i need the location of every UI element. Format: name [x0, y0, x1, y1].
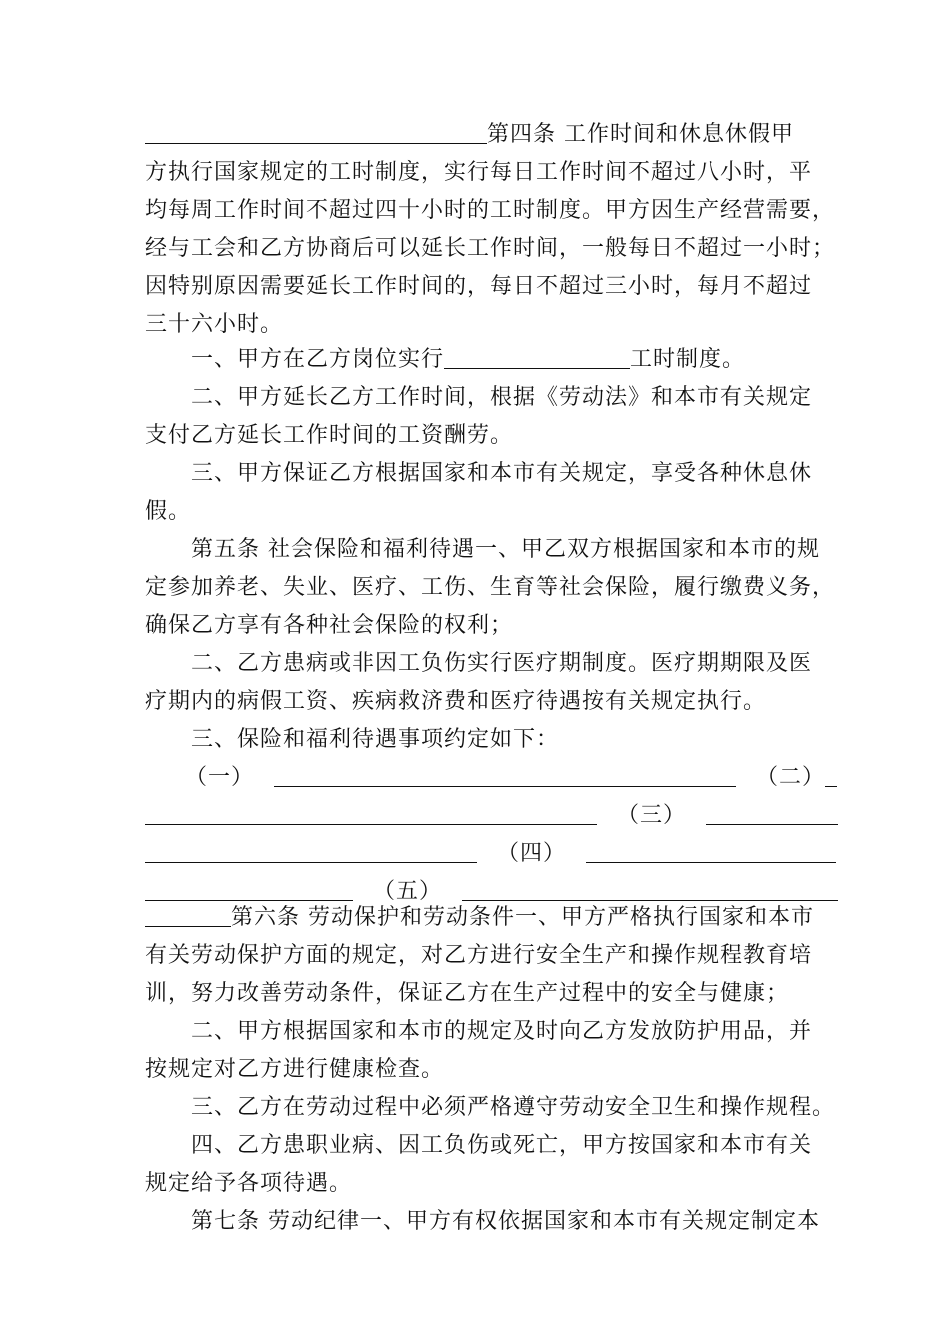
item-label-5: （五）	[373, 879, 443, 904]
article-6-item-4: 四、乙方患职业病、因工负伤或死亡，甲方按国家和本市有关 规定给予各项待遇。	[145, 1133, 813, 1196]
article-5-item-2: 二、乙方患病或非因工负伤实行医疗期制度。医疗期期限及医 疗期内的病假工资、疾病救济费和医疗待遇按有关规定执行。	[145, 651, 813, 714]
article-4-line-3: 均每周工作时间不超过四十小时的工时制度。甲方因生产经营需要，	[145, 198, 836, 223]
item-label-3: （三）	[617, 803, 687, 828]
insurance-blank-5b[interactable]	[145, 902, 231, 927]
article-4-line-6: 三十六小时。	[145, 312, 284, 337]
insurance-blank-1[interactable]	[274, 762, 736, 787]
insurance-blank-4a[interactable]	[586, 838, 836, 863]
article-4-item-1: 一、甲方在乙方岗位实行 工时制度。	[145, 341, 815, 379]
item-label-1: （一）	[185, 765, 255, 790]
insurance-blank-2b[interactable]	[145, 800, 597, 825]
insurance-blank-5a[interactable]	[462, 876, 838, 901]
article-6-item-3: 三、乙方在劳动过程中必须严格遵守劳动安全卫生和操作规程。	[191, 1095, 836, 1120]
article-5-item-1: 第五条 社会保险和福利待遇一、甲乙双方根据国家和本市的规 定参加养老、失业、医疗、工伤、生育等社会保险，履行缴费义务， 确保乙方享有各种社会保险的权利；	[145, 537, 836, 638]
article-4-line-4: 经与工会和乙方协商后可以延长工作时间，一般每日不超过一小时；	[145, 236, 836, 261]
article-4-line-2: 方执行国家规定的工时制度，实行每日工作时间不超过八小时，平	[145, 160, 813, 185]
article-6-item-1: 第六条 劳动保护和劳动条件一、甲方严格执行国家和本市 有关劳动保护方面的规定，对乙方进行安全生产和操作规程教育培 训，努力改善劳动条件，保证乙方在生产过程中的安全与健康；	[145, 899, 815, 1013]
article-4-paragraph	[145, 116, 836, 344]
article-7-paragraph: 第七条 劳动纪律一、甲方有权依据国家和本市有关规定制定本	[191, 1209, 820, 1234]
work-hour-system-blank[interactable]	[444, 344, 630, 369]
insurance-blank-3a[interactable]	[706, 800, 838, 825]
article-4-line-5: 因特别原因需要延长工作时间的，每日不超过三小时，每月不超过	[145, 274, 813, 299]
article-4-item-2: 二、甲方延长乙方工作时间，根据《劳动法》和本市有关规定 支付乙方延长工作时间的工资酬劳。	[145, 385, 813, 448]
article-4-item-3: 三、甲方保证乙方根据国家和本市有关规定，享受各种休息休 假。	[145, 461, 813, 524]
insurance-blank-4b[interactable]	[145, 876, 353, 901]
article-6-item-2: 二、甲方根据国家和本市的规定及时向乙方发放防护用品，并 按规定对乙方进行健康检查。	[145, 1019, 813, 1082]
insurance-items-blanks	[145, 759, 826, 911]
article-5-item-3: 三、保险和福利待遇事项约定如下：	[191, 727, 560, 752]
insurance-blank-3b[interactable]	[145, 838, 477, 863]
article-4-line-1: 第四条 工作时间和休息休假甲	[145, 116, 815, 154]
insurance-blank-2a[interactable]	[825, 762, 837, 787]
fill-blank[interactable]	[145, 119, 487, 144]
item-label-2: （二）	[756, 765, 826, 790]
item-label-4: （四）	[497, 841, 567, 866]
